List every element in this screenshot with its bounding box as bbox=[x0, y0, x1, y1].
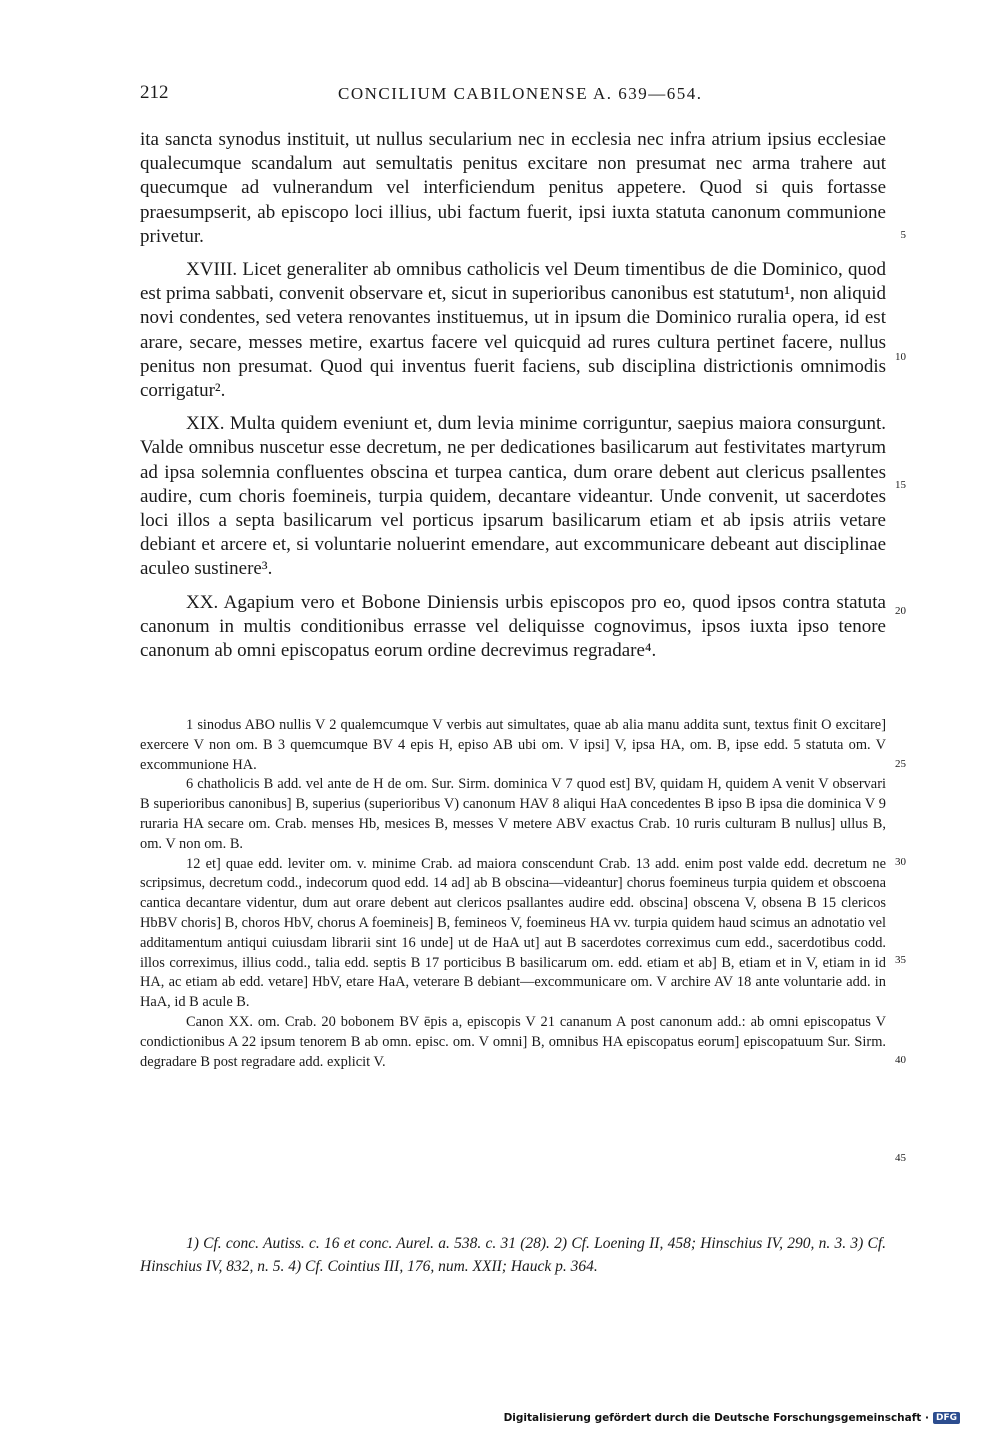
canon-xix: XIX. Multa quidem eveniunt et, dum levia minime corriguntur, saepius maiora consurgunt. Valde omnibus nuscetur esse decretum, ne per dedicationes basilicarum aut festivitates martyrum ad ipsa solemnia confluentes obscina et turpea cantica, dum orare debent aut clericus psallentes audire, cum choris foemineis, turpia quidem, decantare videantur. Unde convenit, ut sacerdotes loci illos a septa basilicarum vel porticus ipsarum basilicarum etiam et ab ipsis atriis vetare debiant et arcere et, si voluntarie noluerint emendare, aut excommunicare debeant aut disciplinae aculeo sustinere³. bbox=[140, 413, 886, 580]
line-number: 20 bbox=[895, 605, 906, 617]
main-text bbox=[140, 128, 886, 672]
canon-xx: XX. Agapium vero et Bobone Diniensis urbis episcopos pro eo, quod ipsos contra statuta canonum in multis conditionibus errasse vel deliquisse cognovimus, ipsos iuxta ipso tenore canonum ab omni episcopatus eorum ordine decrevimus regradare⁴. bbox=[140, 591, 886, 662]
critical-apparatus bbox=[140, 716, 886, 1072]
footnotes: 1) Cf. conc. Autiss. c. 16 et conc. Aurel. a. 538. c. 31 (28). 2) Cf. Loening II, 458; Hinschius IV, 290, n. 3. 3) Cf. Hinschius IV, 832, n. 5. 4) Cf. Cointius III, 176, num. XXII; Hauck p. 364. bbox=[140, 1235, 886, 1275]
line-number: 45 bbox=[895, 1152, 906, 1164]
canon-xviii: XVIII. Licet generaliter ab omnibus catholicis vel Deum timentibus de die Dominico, quod est prima sabbati, convenit observare et, sicut in superioribus canonibus est statutum¹, non aliquid novi condentes, sed vetera renovantes instituemus, ut in ipsum die Dominico ruralia opera, id est arare, secare, messes metire, exartus facere vel quicquid ad rures cultura pertinet facere, nullus penitus non presumat. Quod qui inventus fuerit faciens, sub disciplina districtionis omnimodis corrigatur². bbox=[140, 259, 886, 402]
line-number: 15 bbox=[895, 479, 906, 491]
apparatus-block: Canon XX. om. Crab. 20 bobonem BV ēpis a, episcopis V 21 cananum A post canonum add.: ab omni episcopatus V condictionibus A 22 ipsum tenorem B ab omn. episc. om. V omni] B, omnibus HA episcopatus eorum] episcopatuum Sur. Sirm. degradare B post regradare add. explicit V. bbox=[140, 1013, 886, 1070]
apparatus-block: 6 chatholicis B add. vel ante de H de om. Sur. Sirm. dominica V 7 quod est] BV, quidam H, quidem A venit V observari B superioribus canonibus] B, superius (superioribus V) canonum HAV 8 aliqui HaA concedentes B ipso B ipsa die dominica V 9 ruraria HA secare om. Crab. menses Hb, mesices B, messes V metere ABV exactus Crab. 10 ruris culturam B nullus] ullus B, om. V non om. B. bbox=[140, 776, 886, 852]
line-number: 30 bbox=[895, 856, 906, 868]
paragraph-intro: ita sancta synodus instituit, ut nullus secularium nec in ecclesia nec infra atrium ipsius ecclesiae qualecumque scandalum aut semultatis penitus excitare non presumat nec arma trahere aut quecumque ad vulnerandum vel interficiendum penitus appetere. Quod si quis fortasse praesumpserit, ab episcopo loci illius, ubi factum fuerit, ipsi iuxta statuta canonum communione privetur. bbox=[140, 129, 886, 247]
page-number: 212 bbox=[140, 82, 169, 103]
apparatus-block: 12 et] quae edd. leviter om. v. minime Crab. ad maiora conscendunt Crab. 13 add. enim post valde edd. decretum ne scripsimus, decretum codd., indecorum quod edd. 14 ad] ab B obscina—videantur] chorus foemineus turpia quidem et obscoena cantica decantare videntur, dum aut orare debent aut clericos psallantes audire edd. obscina] obscena V, obsena B 15 clericos HbBV choris] B, choros HbV, chorus A foemineis] B, femineos V, foemineus HA vv. turpia quidem haud scimus an adnotatio vel additamentum antiqui cuiusdam librarii sint 16 unde] ut de HaA ut] aut B sacerdotes correximus cum edd., sacerdotibus codd. illos correximus, illius codd., talia edd. septis B 17 porticibus B basilicarum om. edd. etiam et ab] B, etiam et in V, etiam in id HA, ac etiam ab edd. vetare] HbV, etare HaA, veterare B debiant—excommunicare om. V archire AV 18 ante voluntarie add. in HaA, id B acule B. bbox=[140, 855, 886, 1011]
line-number: 40 bbox=[895, 1054, 906, 1066]
line-number: 25 bbox=[895, 758, 906, 770]
line-number: 5 bbox=[900, 229, 906, 241]
credit-text: Digitalisierung gefördert durch die Deutsche Forschungsgemeinschaft · bbox=[503, 1412, 929, 1424]
line-number: 35 bbox=[895, 954, 906, 966]
running-title: CONCILIUM CABILONENSE A. 639—654. bbox=[338, 84, 703, 103]
apparatus-block: 1 sinodus ABO nullis V 2 qualemcumque V verbis aut simultates, quae ab alia manu addita sunt, textus finit O excitare] exercere V non om. B 3 quemcumque BV 4 epis H, episo AB ubi om. V ipsi] V, ipsa HA, om. B, ipse edd. 5 statuta om. V excommunione HA. bbox=[140, 717, 886, 773]
digitization-credit bbox=[504, 1412, 960, 1424]
line-number: 10 bbox=[895, 351, 906, 363]
dfg-logo: DFG bbox=[933, 1412, 960, 1424]
